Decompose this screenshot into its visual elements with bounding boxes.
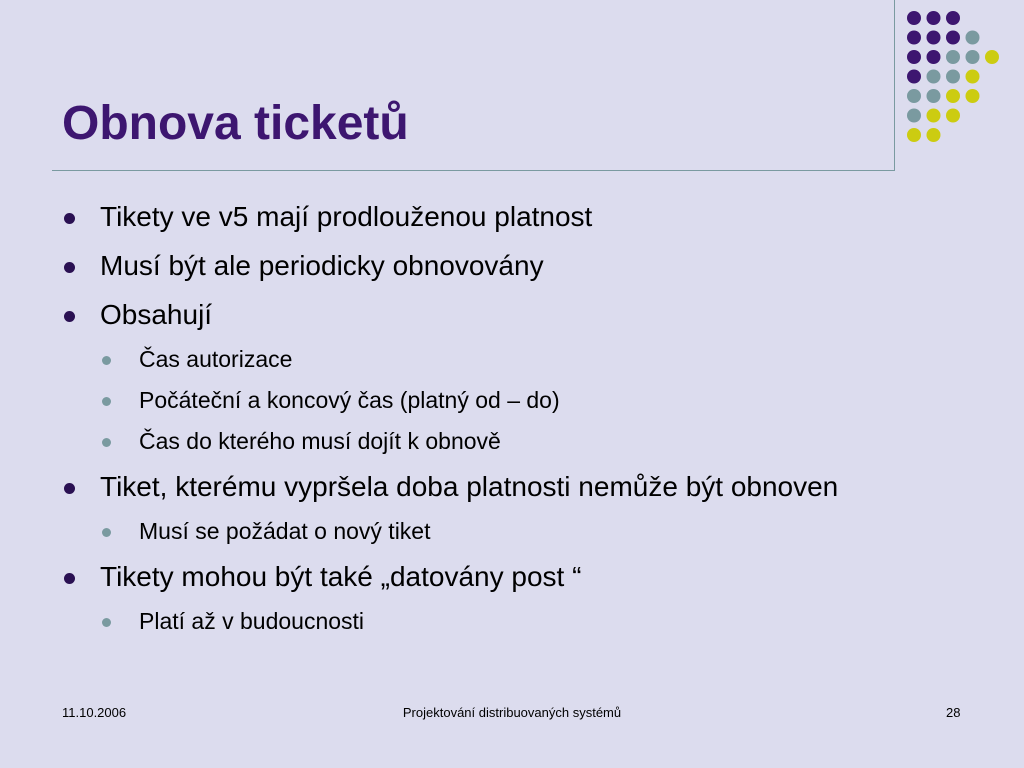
sub-bullet-text: Čas do kterého musí dojít k obnově — [139, 428, 501, 454]
sub-bullet-text: Platí až v budoucnosti — [139, 608, 365, 634]
bullet-text: Musí být ale periodicky obnovovány — [100, 250, 544, 281]
sub-bullet-item — [62, 385, 922, 415]
decorative-dot — [966, 31, 980, 45]
decorative-dot — [927, 70, 941, 84]
title-divider-horizontal — [52, 170, 895, 171]
decorative-dot — [985, 50, 999, 64]
decorative-dot-grid — [906, 10, 1006, 150]
sub-bullet-dot — [102, 356, 111, 365]
sub-bullet-item — [62, 344, 922, 374]
bullet-item — [62, 247, 922, 284]
decorative-dot — [946, 109, 960, 123]
decorative-dot — [946, 11, 960, 25]
title-divider-vertical — [894, 0, 895, 171]
bullet-dot — [64, 573, 75, 584]
decorative-dot — [927, 50, 941, 64]
bullet-text: Tiket, kterému vypršela doba platnosti nemůže být obnoven — [100, 471, 839, 502]
decorative-dot — [907, 70, 921, 84]
bullet-item — [62, 198, 922, 235]
decorative-dot — [907, 50, 921, 64]
bullet-dot — [64, 483, 75, 494]
decorative-dot — [927, 89, 941, 103]
footer-title: Projektování distribuovaných systémů — [402, 705, 622, 720]
slide-title: Obnova ticketů — [62, 97, 409, 150]
footer-date: 11.10.2006 — [62, 705, 127, 720]
sub-bullet-dot — [102, 438, 111, 447]
decorative-dot — [907, 89, 921, 103]
bullet-dot — [64, 213, 75, 224]
sub-bullet-dot — [102, 528, 111, 537]
bullet-text: Tikety ve v5 mají prodlouženou platnost — [100, 201, 593, 232]
bullet-dot — [64, 311, 75, 322]
decorative-dot — [946, 89, 960, 103]
decorative-dot — [946, 50, 960, 64]
decorative-dot — [927, 128, 941, 142]
bullet-list — [62, 198, 922, 636]
decorative-dot — [966, 50, 980, 64]
decorative-dot — [966, 70, 980, 84]
bullet-text: Tikety mohou být také „datovány post “ — [100, 561, 582, 592]
bullet-item — [62, 558, 922, 595]
decorative-dot — [907, 31, 921, 45]
decorative-dot — [907, 11, 921, 25]
bullet-item — [62, 468, 922, 505]
bullet-item — [62, 296, 922, 333]
decorative-dot — [907, 109, 921, 123]
decorative-dot — [907, 128, 921, 142]
bullet-dot — [64, 262, 75, 273]
decorative-dot — [966, 89, 980, 103]
sub-bullet-dot — [102, 618, 111, 627]
sub-bullet-text: Počáteční a koncový čas (platný od – do) — [139, 387, 560, 413]
sub-bullet-dot — [102, 397, 111, 406]
decorative-dot — [927, 31, 941, 45]
sub-bullet-text: Čas autorizace — [139, 346, 293, 372]
decorative-dot — [927, 11, 941, 25]
sub-bullet-text: Musí se požádat o nový tiket — [139, 518, 431, 544]
slide-number: 28 — [946, 705, 961, 720]
decorative-dot — [927, 109, 941, 123]
decorative-dot — [946, 70, 960, 84]
sub-bullet-item — [62, 516, 922, 546]
decorative-dot — [946, 31, 960, 45]
bullet-text: Obsahují — [100, 299, 213, 330]
sub-bullet-item — [62, 426, 922, 456]
sub-bullet-item — [62, 606, 922, 636]
